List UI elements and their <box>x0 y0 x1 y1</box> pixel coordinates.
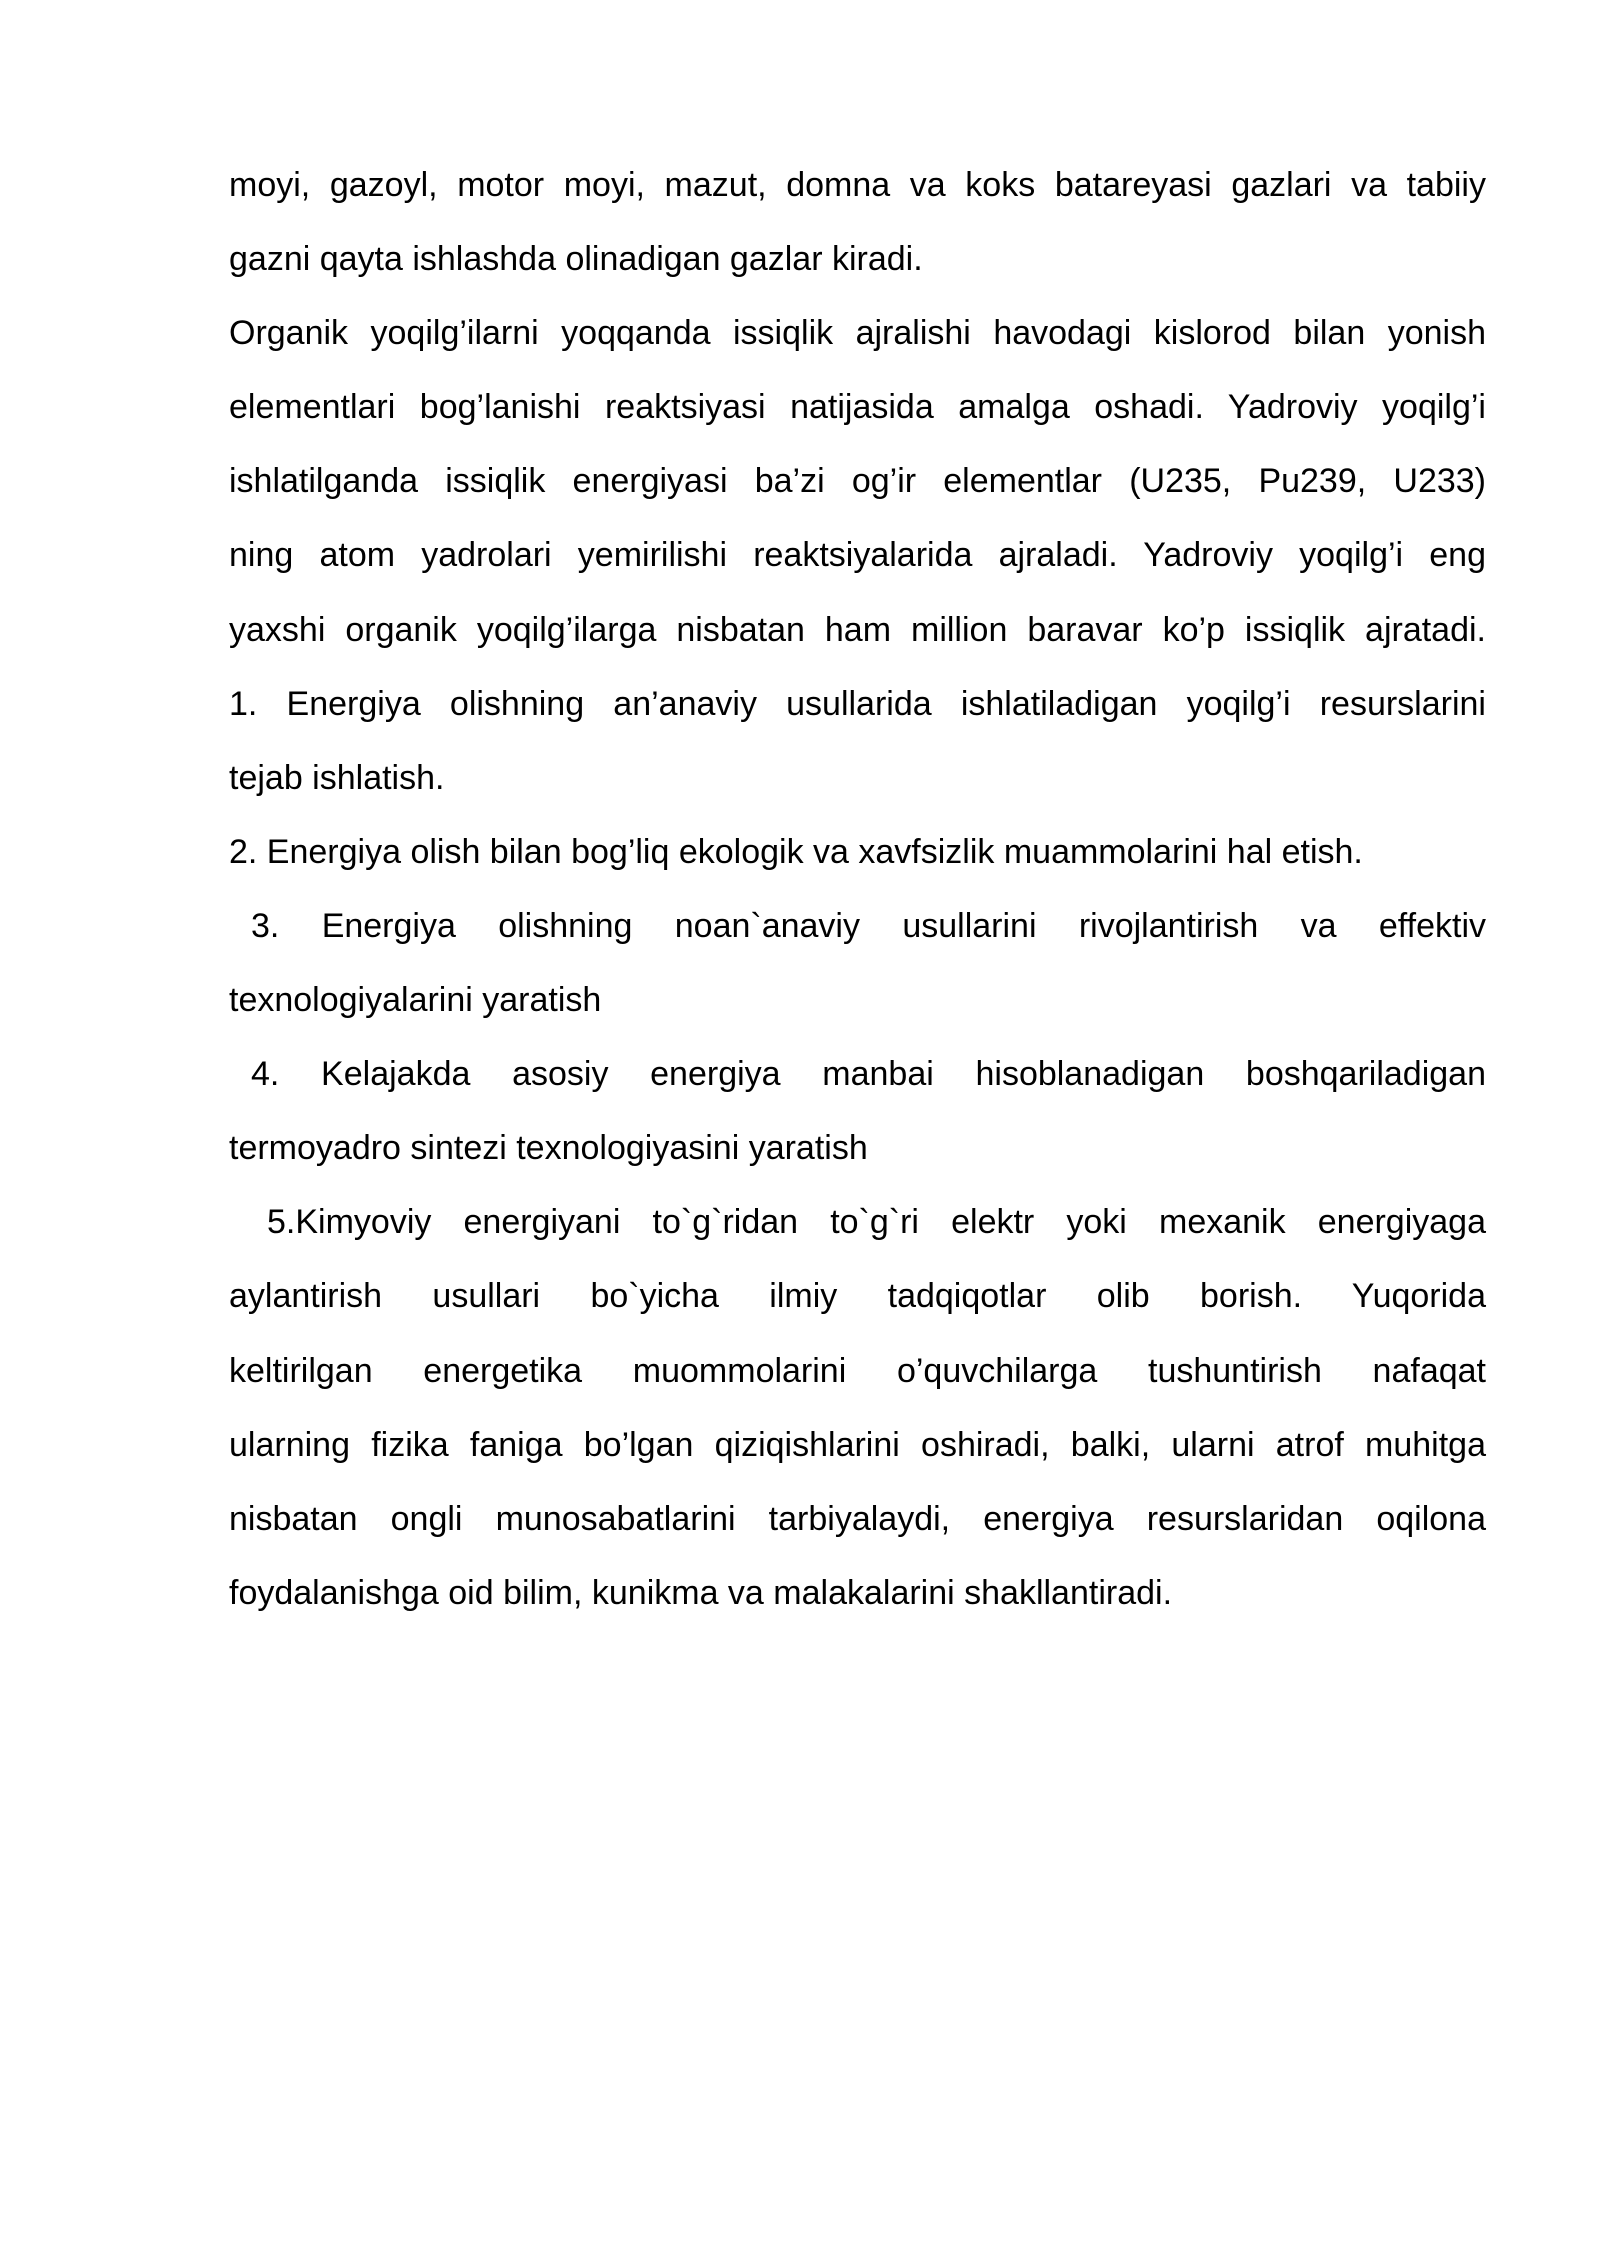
text-line: moyi, gazoyl, motor moyi, mazut, domna va koks batareyasi gazlari va tabiiy <box>229 166 1486 204</box>
text-line: keltirilgan energetika muommolarini o’quvchilarga tushuntirish nafaqat <box>229 1351 1486 1390</box>
list-item-2: 2. Energiya olish bilan bog’liq ekologik va xavfsizlik muammolarini hal etish. <box>229 832 1363 871</box>
list-item-4: 4. Kelajakda asosiy energiya manbai hisoblanadigan boshqariladigan <box>251 1055 1486 1094</box>
text-line: termoyadro sintezi texnologiyasini yaratish <box>229 1129 868 1168</box>
text-line: gazni qayta ishlashda olinadigan gazlar kiradi. <box>229 240 923 279</box>
list-item-3: 3. Energiya olishning noan`anaviy usullarini rivojlantirish va effektiv <box>251 906 1486 945</box>
text-line: ularning fizika faniga bo’lgan qiziqishlarini oshiradi, balki, ularni atrof muhitga <box>229 1425 1486 1464</box>
text-line: ning atom yadrolari yemirilishi reaktsiyalarida ajraladi. Yadroviy yoqilg’i eng <box>229 536 1486 575</box>
text-line: foydalanishga oid bilim, kunikma va malakalarini shakllantiradi. <box>229 1573 1173 1612</box>
text-line: texnologiyalarini yaratish <box>229 981 602 1020</box>
text-line: nisbatan ongli munosabatlarini tarbiyalaydi, energiya resurslaridan oqilona <box>229 1499 1486 1538</box>
list-item-1: 1. Energiya olishning an’anaviy usullarida ishlatiladigan yoqilg’i resurslarini <box>229 684 1486 723</box>
list-item-5: 5.Kimyoviy energiyani to`g`ridan to`g`ri elektr yoki mexanik energiyaga <box>267 1203 1486 1242</box>
text-line: aylantirish usullari bo`yicha ilmiy tadqiqotlar olib borish. Yuqorida <box>229 1277 1486 1316</box>
text-line: tejab ishlatish. <box>229 758 445 797</box>
text-line: Organik yoqilg’ilarni yoqqanda issiqlik ajralishi havodagi kislorod bilan yonish <box>229 314 1486 353</box>
text-line: elementlari bog’lanishi reaktsiyasi natijasida amalga oshadi. Yadroviy yoqilg’i <box>229 388 1486 427</box>
text-line: ishlatilganda issiqlik energiyasi ba’zi og’ir elementlar (U235, Pu239, U233) <box>229 462 1486 501</box>
text-line: yaxshi organik yoqilg’ilarga nisbatan ham million baravar ko’p issiqlik ajratadi. <box>229 610 1486 649</box>
document-body <box>229 148 1486 1630</box>
